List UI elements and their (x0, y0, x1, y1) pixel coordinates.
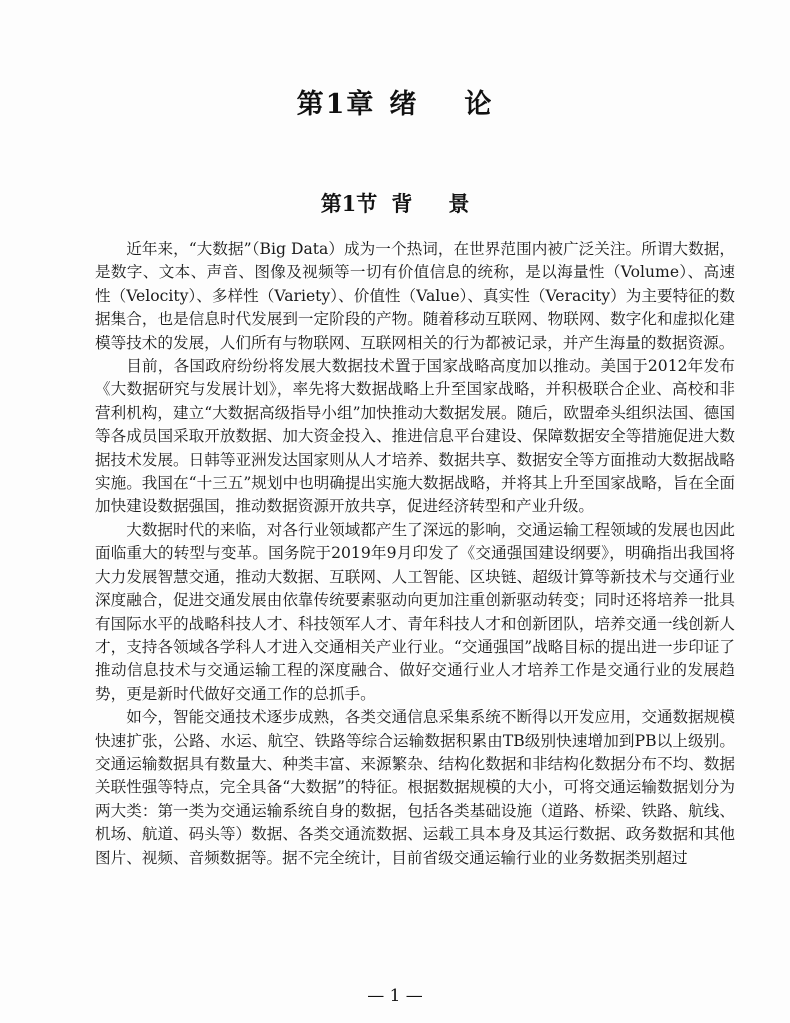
section-title (0, 188, 790, 218)
chapter-title-part1: 绪 (389, 89, 419, 120)
chapter-title-part2: 论 (464, 89, 494, 120)
paragraph: 近年来，“大数据”（Big Data）成为一个热词，在世界范围内被广泛关注。所谓大数据，是数字、文本、声音、图像及视频等一切有价值信息的统称，是以海量性（Volume）、高速性（Velocity）、多样性（Variety）、价值性（Value）、真实性（Veracity）为主要特征的数据集合，也是信息时代发展到一定阶段的产物。随着移动互联网、物联网、数字化和虚拟化建模等技术的发展，人们所有与物联网、互联网相关的行为都被记录，并产生海量的数据资源。 (95, 240, 735, 352)
page-number: — 1 — (367, 986, 423, 1006)
section-label: 第1节 (320, 191, 378, 216)
chapter-title (0, 82, 790, 121)
body-text (95, 238, 735, 870)
section-title-part1: 背 (391, 191, 413, 216)
paragraph: 如今，智能交通技术逐步成熟，各类交通信息采集系统不断得以开发应用，交通数据规模快速扩张，公路、水运、航空、铁路等综合运输数据积累由TB级别快速增加到PB以上级别。交通运输数据具有数量大、种类丰富、来源繁杂、结构化数据和非结构化数据分布不均、数据关联性强等特点，完全具备“大数据”的特征。根据数据规模的大小，可将交通运输数据划分为两大类：第一类为交通运输系统自身的数据，包括各类基础设施（道路、桥梁、铁路、航线、机场、航道、码头等）数据、各类交通流数据、运载工具本身及其运行数据、政务数据和其他图片、视频、音频数据等。据不完全统计，目前省级交通运输行业的业务数据类别超过 (95, 708, 735, 867)
section-title-part2: 景 (448, 191, 470, 216)
chapter-label: 第1章 (296, 89, 376, 120)
paragraph: 目前，各国政府纷纷将发展大数据技术置于国家战略高度加以推动。美国于2012年发布《大数据研究与发展计划》，率先将大数据战略上升至国家战略，并积极联合企业、高校和非营利机构，建立“大数据高级指导小组”加快推动大数据发展。随后，欧盟牵头组织法国、德国等各成员国采取开放数据、加大资金投入、推进信息平台建设、保障数据安全等措施促进大数据技术发展。日韩等亚洲发达国家则从人才培养、数据共享、数据安全等方面推动大数据战略实施。我国在“十三五”规划中也明确提出实施大数据战略，并将其上升至国家战略，旨在全面加快建设数据强国，推动数据资源开放共享，促进经济转型和产业升级。 (95, 357, 735, 516)
paragraph: 大数据时代的来临，对各行业领域都产生了深远的影响，交通运输工程领域的发展也因此面临重大的转型与变革。国务院于2019年9月印发了《交通强国建设纲要》，明确指出我国将大力发展智慧交通，推动大数据、互联网、人工智能、区块链、超级计算等新技术与交通行业深度融合，促进交通发展由依靠传统要素驱动向更加注重创新驱动转变；同时还将培养一批具有国际水平的战略科技人才、科技领军人才、青年科技人才和创新团队，培养交通一线创新人才，支持各领域各学科人才进入交通相关产业行业。“交通强国”战略目标的提出进一步印证了推动信息技术与交通运输工程的深度融合、做好交通行业人才培养工作是交通行业的发展趋势，更是新时代做好交通工作的总抓手。 (95, 520, 735, 703)
